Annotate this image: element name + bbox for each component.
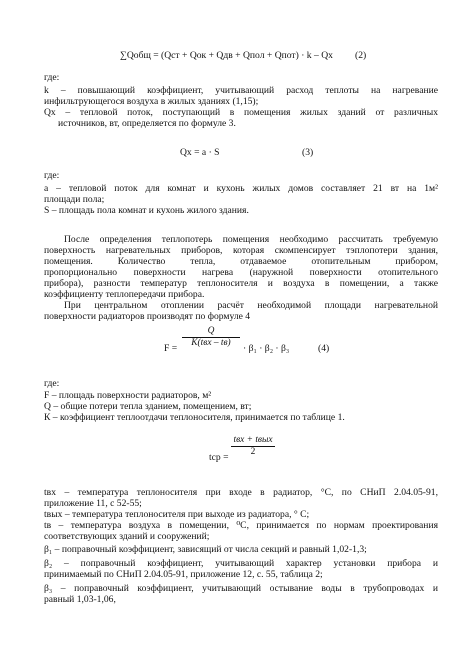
formula-4-lhs: F = bbox=[164, 343, 178, 354]
tvyh-definition: tвых – температура теплоносителя при выходе из радиатора, ° С; bbox=[44, 509, 310, 520]
formula-3: Qх = а · S bbox=[180, 147, 220, 158]
formula-5-numerator: tвх + tвых bbox=[233, 435, 273, 445]
formula-5-fraction bbox=[231, 435, 275, 458]
qx-definition-line: источников, вт, определяется по формуле 3. bbox=[58, 118, 236, 129]
formula-4-rhs: · β₁ · β₂ · β₃ bbox=[243, 343, 290, 354]
a-definition-line: площади пола; bbox=[44, 194, 105, 205]
beta3-definition-line: β₃ – поправочный коэффициент, учитывающий остывание воды в трубопроводах и bbox=[44, 583, 438, 594]
qx-definition-line: Qх – тепловой поток, поступающий в помещения жилых зданий от различных bbox=[44, 107, 438, 118]
where-label: где: bbox=[44, 378, 60, 389]
s-definition: S – площадь пола комнат и кухонь жилого здания. bbox=[44, 205, 249, 216]
paragraph-line: При центральном отоплении расчёт необходимой площади нагревательной bbox=[64, 300, 438, 311]
where-label: где: bbox=[44, 72, 60, 83]
where-label: где: bbox=[44, 170, 60, 181]
paragraph-line: помещения. Количество тепла, отдаваемое отопительным прибором, bbox=[44, 256, 438, 267]
beta1-definition: β₁ – поправочный коэффициент, зависящий от числа секций и равный 1,02-1,3; bbox=[44, 544, 367, 555]
paragraph-line: пропорционально поверхности нагрева (наружной поверхности отопительного bbox=[44, 267, 438, 278]
q-definition: Q – общие потери тепла зданием, помещением, вт; bbox=[44, 401, 252, 412]
formula-4-numerator: Q bbox=[207, 326, 215, 336]
paragraph-line: прибора), разности температур теплоносителя и воздуха в помещении, а также bbox=[44, 278, 438, 289]
formula-4-number: (4) bbox=[318, 343, 330, 354]
paragraph-line: поверхности радиаторов производят по формуле 4 bbox=[44, 311, 251, 322]
beta2-definition-line: принимаемый по СНиП 2.04.05-91, приложение 12, с. 55, таблица 2; bbox=[44, 569, 323, 580]
tvh-definition-line: tвх – температура теплоносителя при входе в радиатор, °С, по СНиП 2.04.05-91, bbox=[44, 487, 438, 498]
tv-definition-line: tв – температура воздуха в помещении, ⁰С, принимается по нормам проектирования bbox=[44, 520, 438, 531]
beta3-definition-line: равный 1,03-1,06, bbox=[44, 594, 116, 605]
formula-5-denominator: 2 bbox=[250, 447, 256, 457]
formula-5-lhs: tср = bbox=[209, 452, 229, 463]
paragraph-line: коэффициенту теплопередачи прибора. bbox=[44, 289, 205, 300]
k-definition-line: k – повышающий коэффициент, учитывающий расход теплоты на нагревание bbox=[44, 85, 438, 96]
tvh-definition-line: приложение 11, с 52-55; bbox=[44, 498, 142, 509]
formula-4-fraction bbox=[182, 326, 240, 349]
tv-definition-line: соответствующих зданий и сооружений; bbox=[44, 531, 210, 542]
formula-4-denominator: K(tвх – tв) bbox=[191, 338, 231, 348]
k-definition-line: инфильтрующегося воздуха в жилых зданиях (1,15); bbox=[44, 96, 259, 107]
formula-2-number: (2) bbox=[355, 50, 367, 61]
beta2-definition-line: β₂ – поправочный коэффициент, учитывающий характер установки прибора и bbox=[44, 558, 438, 569]
f-definition: F – площадь поверхности радиаторов, м² bbox=[44, 390, 212, 401]
paragraph-line: поверхность нагревательных приборов, которая скомпенсирует тэплопотери здания, bbox=[44, 245, 438, 256]
paragraph-line: После определения теплопотерь помещения необходимо рассчитать требуемую bbox=[64, 234, 438, 245]
k-coefficient-definition: К – коэффициент теплоотдачи теплоносителя, принимается по таблице 1. bbox=[44, 412, 345, 423]
formula-2: ∑Qобщ = (Qст + Qок + Qдв + Qпол + Qпот) · k – Qх bbox=[120, 50, 333, 61]
formula-3-number: (3) bbox=[302, 147, 314, 158]
a-definition-line: а – тепловой поток для комнат и кухонь жилых домов составляет 21 вт на 1м² bbox=[44, 183, 438, 194]
